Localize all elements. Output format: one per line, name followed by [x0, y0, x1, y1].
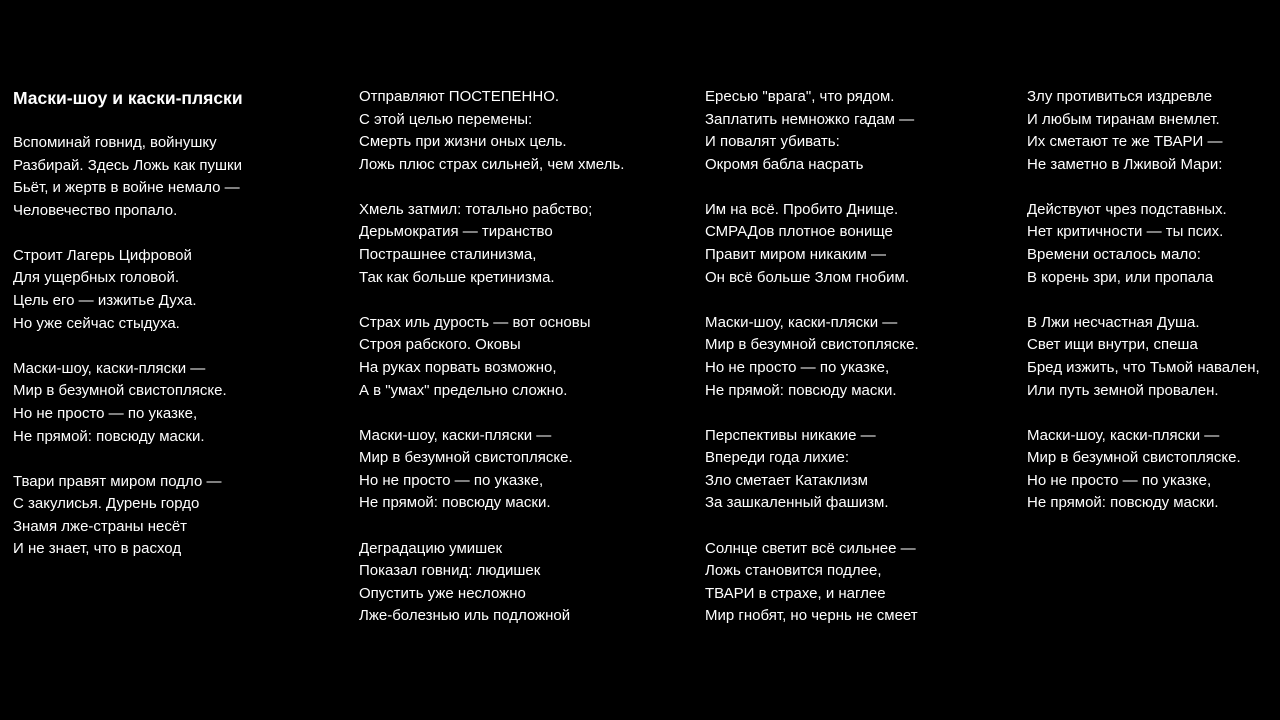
poem-line: Солнце светит всё сильнее — [705, 539, 916, 557]
poem-line: Маски-шоу, каски-пляски — [1027, 426, 1220, 444]
poem-line: Цель его — изжитье Духа. [13, 292, 197, 310]
stanza [705, 86, 1005, 176]
poem-line: Времени осталось мало: [1027, 246, 1201, 264]
poem-line: Действуют чрез подставных. [1027, 200, 1227, 218]
poem-line: Но не просто — по указке, [359, 471, 544, 489]
poem-line: Им на всё. Пробито Днище. [705, 200, 899, 218]
poem-line: Деградацию умишек [359, 539, 503, 557]
poem-line: И любым тиранам внемлет. [1027, 110, 1220, 128]
poem-line: Зло сметает Катаклизм [705, 471, 868, 489]
poem-line: Но не просто — по указке, [705, 358, 890, 376]
poem-line: Не прямой: повсюду маски. [13, 427, 205, 445]
stanza [1027, 199, 1279, 289]
stanza [705, 425, 1005, 515]
poem-line: С закулисья. Дурень гордо [13, 495, 200, 513]
stanza [13, 245, 333, 335]
poem-line: Ересью "врага", что рядом. [705, 88, 895, 105]
poem-line: Человечество пропало. [13, 201, 178, 219]
stanza [705, 312, 1005, 402]
poem-line: Мир в безумной свистопляске. [359, 449, 573, 467]
poem-line: Не заметно в Лживой Мари: [1027, 155, 1223, 173]
poem-line: СМРАДов плотное вонище [705, 223, 893, 241]
poem-column-4 [1027, 86, 1279, 538]
poem-line: Знамя лже-страны несёт [13, 517, 188, 535]
poem-line: Мир в безумной свистопляске. [1027, 449, 1241, 467]
poem-line: И повалят убивать: [705, 133, 840, 151]
poem-line: Не прямой: повсюду маски. [705, 381, 897, 399]
poem-line: Или путь земной провален. [1027, 381, 1219, 399]
poem-line: Свет ищи внутри, спеша [1027, 336, 1198, 354]
stanza [359, 425, 679, 515]
poem-line: Заплатить немножко гадам — [705, 110, 915, 128]
poem-line: Строя рабского. Оковы [359, 336, 521, 354]
poem-line: ТВАРИ в страхе, и наглее [705, 584, 886, 602]
stanza [1027, 425, 1279, 515]
poem-line: Бьёт, и жертв в войне немало — [13, 179, 240, 197]
stanza [359, 86, 679, 176]
poem-line: Лже-болезнью иль подложной [359, 607, 571, 625]
poem-line: Бред изжить, что Тьмой навален, [1027, 358, 1260, 376]
poem-line: Ложь становится подлее, [705, 562, 882, 580]
poem-line: Опустить уже несложно [359, 584, 526, 602]
poem-line: Не прямой: повсюду маски. [1027, 494, 1219, 512]
poem-column-1 [13, 86, 333, 584]
poem-line: Страх иль дурость — вот основы [359, 313, 591, 331]
stanza [359, 538, 679, 628]
poem-line: Но не просто — по указке, [1027, 471, 1212, 489]
poem-column-3 [705, 86, 1005, 650]
stanza [13, 132, 333, 222]
poem-line: А в "умах" предельно сложно. [359, 381, 568, 399]
poem-line: В корень зри, или пропала [1027, 268, 1214, 286]
poem-line: За зашкаленный фашизм. [705, 494, 889, 512]
poem-line: Не прямой: повсюду маски. [359, 494, 551, 512]
poem-line: Мир гнобят, но чернь не смеет [705, 607, 918, 625]
poem-line: Маски-шоу, каски-пляски — [359, 426, 552, 444]
poem-line: Правит миром никаким — [705, 246, 887, 264]
poem-line: Но не просто — по указке, [13, 404, 198, 422]
poem-line: Смерть при жизни оных цель. [359, 133, 567, 151]
poem-line: Отправляют ПОСТЕПЕННО. [359, 88, 560, 105]
stanza [13, 471, 333, 561]
poem-line: С этой целью перемены: [359, 110, 533, 128]
poem-line: Мир в безумной свистопляске. [13, 382, 227, 400]
poem-line: Перспективы никакие — [705, 426, 876, 444]
poem-line: Так как больше кретинизма. [359, 268, 555, 286]
stanza [705, 199, 1005, 289]
poem-line: В Лжи несчастная Душа. [1027, 313, 1200, 331]
poem-line: Мир в безумной свистопляске. [705, 336, 919, 354]
stanza [359, 199, 679, 289]
poem-line: Но уже сейчас стыдуха. [13, 314, 180, 332]
stanza [705, 538, 1005, 628]
stanza [1027, 86, 1279, 176]
poem-line: Окромя бабла насрать [705, 155, 864, 173]
poem-column-2 [359, 86, 679, 650]
poem-line: Хмель затмил: тотально рабство; [359, 200, 593, 218]
poem-line: Их сметают те же ТВАРИ — [1027, 133, 1223, 151]
poem-line: Вспоминай говнид, войнушку [13, 134, 217, 151]
poem-line: Злу противиться издревле [1027, 88, 1213, 105]
poem-line: И не знает, что в расход [13, 540, 182, 558]
poem-line: Он всё больше Злом гнобим. [705, 268, 909, 286]
poem-line: Ложь плюс страх сильней, чем хмель. [359, 155, 625, 173]
poem-title: Маски-шоу и каски-пляски [13, 88, 243, 108]
poem-line: На руках порвать возможно, [359, 358, 557, 376]
stanza [1027, 312, 1279, 402]
stanza [359, 312, 679, 402]
poem-line: Маски-шоу, каски-пляски — [13, 359, 206, 377]
poem-line: Для ущербных головой. [13, 269, 179, 287]
poem-line: Нет критичности — ты псих. [1027, 223, 1224, 241]
stanza [13, 358, 333, 448]
poem-line: Впереди года лихие: [705, 449, 850, 467]
poem-line: Строит Лагерь Цифровой [13, 246, 192, 264]
poem-line: Разбирай. Здесь Ложь как пушки [13, 156, 242, 174]
poem-line: Маски-шоу, каски-пляски — [705, 313, 898, 331]
poem-line: Пострашнее сталинизма, [359, 246, 537, 264]
poem-line: Дерьмократия — тиранство [359, 223, 553, 241]
poem-line: Показал говнид: людишек [359, 562, 541, 580]
poem-line: Твари правят миром подло — [13, 472, 222, 490]
